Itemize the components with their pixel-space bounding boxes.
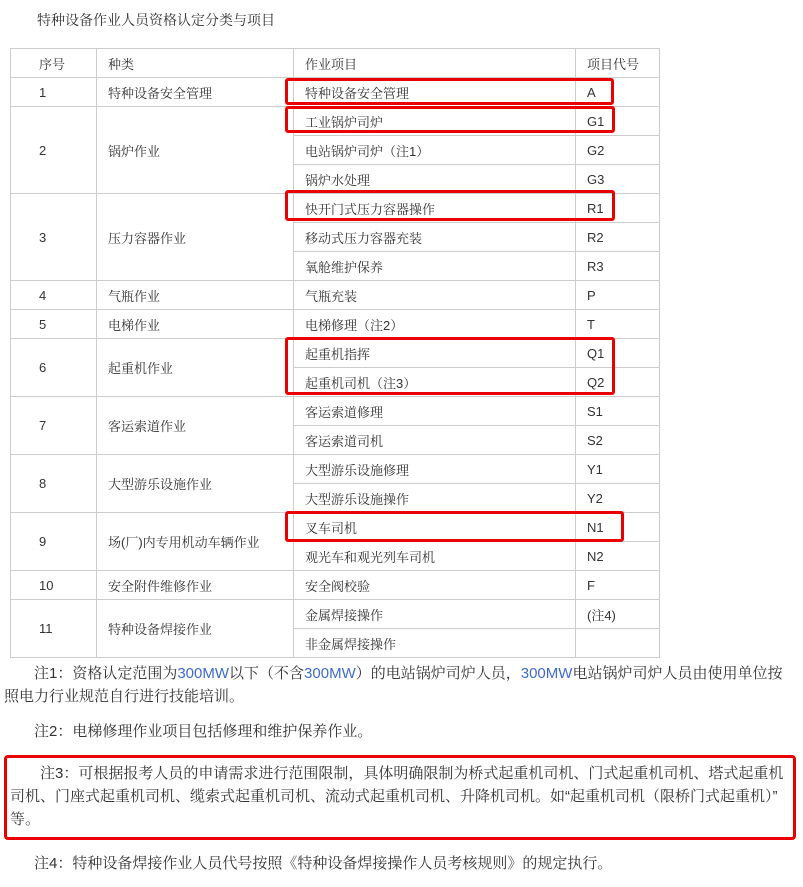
table-row xyxy=(11,571,660,600)
header-project: 作业项目 xyxy=(294,49,576,78)
table-row xyxy=(11,600,660,629)
cell-category: 特种设备安全管理 xyxy=(97,78,294,107)
cell-code: (注4) xyxy=(576,600,660,629)
cell-code: S2 xyxy=(576,426,660,455)
cell-category: 客运索道作业 xyxy=(97,397,294,455)
cell-category: 大型游乐设施作业 xyxy=(97,455,294,513)
table-row xyxy=(11,339,660,368)
cell-code: G2 xyxy=(576,136,660,165)
cell-project: 特种设备安全管理 xyxy=(294,78,576,107)
cell-code: N2 xyxy=(576,542,660,571)
cell-project: 大型游乐设施修理 xyxy=(294,455,576,484)
cell-project: 金属焊接操作 xyxy=(294,600,576,629)
cell-code xyxy=(576,629,660,658)
note-1-text: 注1：资格认定范围为 xyxy=(34,665,178,682)
cell-category: 气瓶作业 xyxy=(97,281,294,310)
cell-code: S1 xyxy=(576,397,660,426)
cell-code: P xyxy=(576,281,660,310)
cell-category: 压力容器作业 xyxy=(97,194,294,281)
cell-project: 安全阀校验 xyxy=(294,571,576,600)
header-category: 种类 xyxy=(97,49,294,78)
cell-code: R3 xyxy=(576,252,660,281)
cell-project: 电站锅炉司炉（注1） xyxy=(294,136,576,165)
cell-project: 工业锅炉司炉 xyxy=(294,107,576,136)
table-row xyxy=(11,194,660,223)
note-3-highlight-box xyxy=(4,755,796,840)
page-title: 特种设备作业人员资格认定分类与项目 xyxy=(37,12,275,28)
table-row xyxy=(11,455,660,484)
cell-no: 7 xyxy=(11,397,97,455)
cell-project: 电梯修理（注2） xyxy=(294,310,576,339)
cell-no: 1 xyxy=(11,78,97,107)
table-header-row xyxy=(11,49,660,78)
cell-code: G3 xyxy=(576,165,660,194)
cell-no: 6 xyxy=(11,339,97,397)
cell-project: 气瓶充装 xyxy=(294,281,576,310)
cell-no: 2 xyxy=(11,107,97,194)
cell-no: 8 xyxy=(11,455,97,513)
cell-no: 10 xyxy=(11,571,97,600)
cell-code: R2 xyxy=(576,223,660,252)
note-1: 注1：资格认定范围为300MW以下（不含300MW）的电站锅炉司炉人员，300MW电站锅炉司炉人员由使用单位按照电力行业规范自行进行技能培训。 xyxy=(4,665,783,705)
cell-project: 非金属焊接操作 xyxy=(294,629,576,658)
cell-project: 叉车司机 xyxy=(294,513,576,542)
cell-code: Y1 xyxy=(576,455,660,484)
cell-no: 9 xyxy=(11,513,97,571)
cell-no: 3 xyxy=(11,194,97,281)
header-no: 序号 xyxy=(11,49,97,78)
cell-code: N1 xyxy=(576,513,660,542)
table-row xyxy=(11,513,660,542)
cell-code: F xyxy=(576,571,660,600)
cell-no: 11 xyxy=(11,600,97,658)
cell-category: 电梯作业 xyxy=(97,310,294,339)
note-3: 注3：可根据报考人员的申请需求进行范围限制，具体明确限制为桥式起重机司机、门式起重机司机、塔式起重机司机、门座式起重机司机、缆索式起重机司机、流动式起重机司机、升降机司机。如“起重机司机（限桥门式起重机）”等。 xyxy=(10,765,784,828)
cell-code: Y2 xyxy=(576,484,660,513)
cell-project: 观光车和观光列车司机 xyxy=(294,542,576,571)
qualification-table-container xyxy=(10,48,660,658)
table-row xyxy=(11,397,660,426)
cell-category: 特种设备焊接作业 xyxy=(97,600,294,658)
table-row xyxy=(11,310,660,339)
cell-project: 移动式压力容器充装 xyxy=(294,223,576,252)
cell-no: 4 xyxy=(11,281,97,310)
cell-project: 氧舱维护保养 xyxy=(294,252,576,281)
cell-project: 起重机指挥 xyxy=(294,339,576,368)
cell-code: Q2 xyxy=(576,368,660,397)
cell-project: 大型游乐设施操作 xyxy=(294,484,576,513)
cell-category: 安全附件维修作业 xyxy=(97,571,294,600)
cell-code: T xyxy=(576,310,660,339)
notes-section xyxy=(4,662,796,887)
cell-category: 起重机作业 xyxy=(97,339,294,397)
cell-code: A xyxy=(576,78,660,107)
table-row xyxy=(11,281,660,310)
note-1-300mw-link: 300MW xyxy=(520,665,573,682)
cell-project: 锅炉水处理 xyxy=(294,165,576,194)
cell-code: R1 xyxy=(576,194,660,223)
cell-category: 锅炉作业 xyxy=(97,107,294,194)
note-1-300mw-link: 300MW xyxy=(304,665,356,682)
cell-code: Q1 xyxy=(576,339,660,368)
note-4: 注4：特种设备焊接作业人员代号按照《特种设备焊接操作人员考核规则》的规定执行。 xyxy=(34,855,613,872)
table-row xyxy=(11,78,660,107)
note-2: 注2：电梯修理作业项目包括修理和维护保养作业。 xyxy=(34,723,373,740)
table-row xyxy=(11,107,660,136)
note-1-300mw-link: 300MW xyxy=(177,665,230,682)
cell-project: 客运索道修理 xyxy=(294,397,576,426)
cell-code: G1 xyxy=(576,107,660,136)
qualification-table xyxy=(10,48,660,658)
cell-no: 5 xyxy=(11,310,97,339)
header-code: 项目代号 xyxy=(576,49,660,78)
cell-project: 快开门式压力容器操作 xyxy=(294,194,576,223)
cell-project: 起重机司机（注3） xyxy=(294,368,576,397)
cell-category: 场(厂)内专用机动车辆作业 xyxy=(97,513,294,571)
cell-project: 客运索道司机 xyxy=(294,426,576,455)
